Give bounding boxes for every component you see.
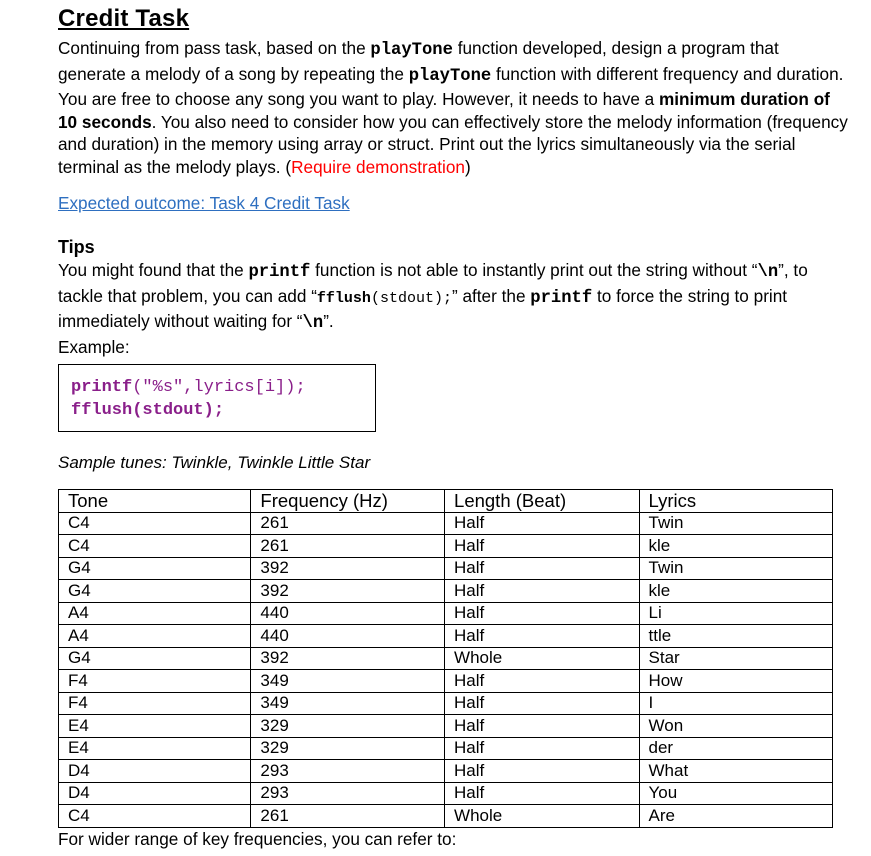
- cell-tone: F4: [59, 670, 251, 693]
- text-run: You might found that the: [58, 260, 249, 280]
- cell-lyrics: kle: [639, 580, 832, 603]
- cell-lyrics: Li: [639, 602, 832, 625]
- col-header-tone: Tone: [59, 490, 251, 513]
- code-args: (stdout);: [132, 401, 225, 420]
- cell-lyrics: How: [639, 670, 832, 693]
- table-row: [59, 692, 833, 715]
- require-demonstration: Require demonstration: [291, 156, 465, 177]
- table-row: [59, 737, 833, 760]
- code-fflush-args: (stdout);: [370, 289, 452, 307]
- cell-length: Half: [445, 760, 639, 783]
- cell-length: Half: [445, 737, 639, 760]
- col-header-lyrics: Lyrics: [639, 490, 832, 513]
- cell-frequency: 440: [251, 625, 445, 648]
- cell-length: Half: [445, 602, 639, 625]
- text-run: ): [464, 156, 471, 177]
- cell-tone: C4: [59, 512, 251, 535]
- cell-length: Half: [445, 535, 639, 558]
- cell-frequency: 329: [251, 715, 445, 738]
- code-newline: \n: [757, 263, 779, 282]
- code-line-1: [71, 378, 306, 397]
- cell-lyrics: Twin: [639, 557, 832, 580]
- cell-frequency: 392: [251, 580, 445, 603]
- cell-lyrics: kle: [639, 535, 832, 558]
- col-header-length: Length (Beat): [445, 490, 639, 513]
- cell-lyrics: ttle: [639, 625, 832, 648]
- cell-frequency: 349: [251, 670, 445, 693]
- cell-frequency: 349: [251, 692, 445, 715]
- text-run: to force the string to print immediately without waiting for “: [58, 285, 788, 331]
- cell-tone: C4: [59, 535, 251, 558]
- code-playtone: playTone: [408, 66, 492, 86]
- cell-length: Half: [445, 512, 639, 535]
- text-run: function is not able to instantly print out the string without “: [310, 260, 758, 280]
- tone-table: [58, 489, 833, 828]
- text-run: Continuing from pass task, based on the: [58, 38, 371, 58]
- emphasis-min-duration: minimum duration of 10 seconds: [58, 89, 830, 132]
- cell-tone: A4: [59, 625, 251, 648]
- cell-tone: C4: [59, 805, 251, 828]
- code-printf: printf: [248, 263, 311, 282]
- tone-table-body: [59, 512, 833, 827]
- cell-length: Half: [445, 580, 639, 603]
- cell-lyrics: Star: [639, 647, 832, 670]
- cell-frequency: 329: [251, 737, 445, 760]
- code-example-box: [58, 364, 376, 432]
- tips-heading: Tips: [58, 237, 95, 257]
- table-row: [59, 805, 833, 828]
- footer-text: For wider range of key frequencies, you can refer to:: [58, 829, 457, 849]
- table-row: [59, 670, 833, 693]
- example-label: Example:: [58, 336, 130, 357]
- table-row: [59, 535, 833, 558]
- cell-tone: G4: [59, 580, 251, 603]
- cell-frequency: 261: [251, 512, 445, 535]
- cell-length: Half: [445, 557, 639, 580]
- table-row: [59, 625, 833, 648]
- table-row: [59, 715, 833, 738]
- cell-tone: A4: [59, 602, 251, 625]
- task-description: [58, 37, 848, 178]
- code-printf: printf: [530, 288, 593, 308]
- cell-frequency: 261: [251, 535, 445, 558]
- text-run: ”.: [323, 311, 334, 331]
- cell-length: Whole: [445, 805, 639, 828]
- table-row: [59, 557, 833, 580]
- expected-outcome-link[interactable]: Expected outcome: Task 4 Credit Task: [58, 193, 350, 213]
- cell-lyrics: Are: [639, 805, 832, 828]
- text-run: function with different frequency and duration. You are free to choose any song you want to play. However, it needs to have a: [58, 63, 844, 109]
- code-newline: \n: [302, 314, 324, 333]
- col-header-frequency: Frequency (Hz): [251, 490, 445, 513]
- cell-frequency: 293: [251, 760, 445, 783]
- cell-frequency: 293: [251, 782, 445, 805]
- cell-lyrics: I: [639, 692, 832, 715]
- cell-frequency: 392: [251, 557, 445, 580]
- code-playtone: playTone: [370, 41, 453, 60]
- cell-length: Half: [445, 782, 639, 805]
- table-row: [59, 580, 833, 603]
- cell-length: Half: [445, 692, 639, 715]
- cell-tone: D4: [59, 760, 251, 783]
- cell-tone: G4: [59, 557, 251, 580]
- table-header-row: [59, 490, 833, 513]
- text-run: function developed, design a program that generate a melody of a song by repeating the: [58, 38, 779, 84]
- code-fflush: fflush: [316, 289, 371, 307]
- cell-tone: D4: [59, 782, 251, 805]
- cell-length: Half: [445, 715, 639, 738]
- text-run: ” after the: [451, 285, 531, 306]
- sample-tunes-label: Sample tunes: Twinkle, Twinkle Little Star: [58, 453, 371, 472]
- cell-length: Half: [445, 625, 639, 648]
- cell-length: Whole: [445, 647, 639, 670]
- table-row: [59, 512, 833, 535]
- code-fn: printf: [71, 378, 133, 397]
- cell-tone: G4: [59, 647, 251, 670]
- table-row: [59, 760, 833, 783]
- cell-tone: E4: [59, 715, 251, 738]
- cell-frequency: 261: [251, 805, 445, 828]
- text-run: . You also need to consider how you can effectively store the melody information (frequency and duration) in the memory using array or struct. Print out the lyrics simultaneously via the serial terminal as the melody plays. (: [58, 111, 848, 177]
- cell-frequency: 440: [251, 602, 445, 625]
- page-title: Credit Task: [58, 5, 190, 32]
- table-row: [59, 782, 833, 805]
- cell-length: Half: [445, 670, 639, 693]
- code-line-2: [71, 401, 224, 420]
- code-args: ("%s",lyrics[i]);: [132, 378, 306, 397]
- cell-lyrics: Won: [639, 715, 832, 738]
- text-run: ”, to tackle that problem, you can add “: [58, 260, 808, 306]
- table-row: [59, 602, 833, 625]
- cell-frequency: 392: [251, 647, 445, 670]
- code-fn: fflush: [71, 401, 133, 420]
- cell-lyrics: der: [639, 737, 832, 760]
- cell-lyrics: Twin: [639, 512, 832, 535]
- cell-tone: E4: [59, 737, 251, 760]
- cell-tone: F4: [59, 692, 251, 715]
- tips-text: [58, 259, 848, 358]
- cell-lyrics: You: [639, 782, 832, 805]
- cell-lyrics: What: [639, 760, 832, 783]
- table-row: [59, 647, 833, 670]
